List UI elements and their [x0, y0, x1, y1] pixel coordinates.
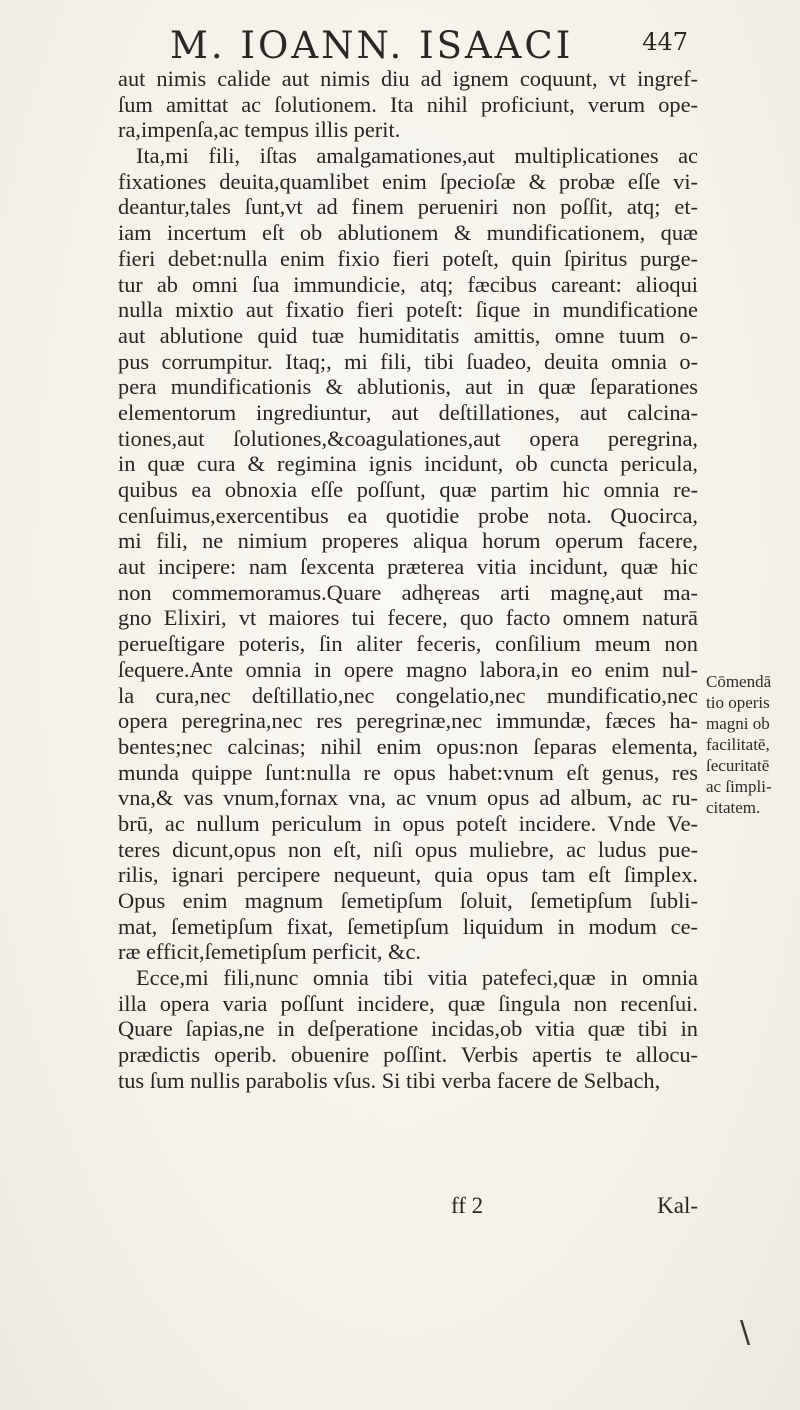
- marginal-note-line: citatem.: [706, 798, 761, 817]
- text-line: deantur,tales ſunt,vt ad finem perueniri non poſſit, atq; et-: [118, 194, 698, 220]
- text-line: gno Elixiri, vt maiores tui fecere, quo facto omnem naturā: [118, 605, 698, 631]
- catchword: Kal-: [657, 1193, 698, 1218]
- text-line: teres dicunt,opus non eſt, niſi opus muliebre, ac ludus pue-: [118, 836, 698, 862]
- text-line: tiones,aut ſolutiones,&coagulationes,aut opera peregrina,: [118, 425, 698, 451]
- text-line: ſequere.Ante omnia in opere magno labora,in eo enim nul-: [118, 656, 698, 682]
- text-line: tur ab omni ſua immundicie, atq; fæcibus careant: alioqui: [118, 271, 698, 297]
- text-line: cenſuimus,exercentibus ea quotidie probe nota. Quocirca,: [118, 502, 698, 528]
- marginal-note-line: facilitatē,: [706, 735, 770, 754]
- text-line: bentes;nec calcinas; nihil enim opus:non ſeparas elementa,: [118, 733, 698, 759]
- text-line: pera mundificationis & ablutionis, aut in quæ ſeparationes: [118, 374, 698, 400]
- text-line: ſum amittat ac ſolutionem. Ita nihil proficiunt, verum ope-: [118, 91, 698, 117]
- text-line: Quare ſapias,ne in deſperatione incidas,ob vitia quæ tibi in: [118, 1016, 698, 1042]
- text-line: Opus enim magnum ſemetipſum ſoluit, ſemetipſum ſubli-: [118, 888, 698, 913]
- text-line: in quæ cura & regimina ignis incidunt, ob cuncta pericula,: [118, 451, 698, 477]
- marginal-note-line: ac ſimpli-: [706, 777, 772, 796]
- text-line: la cura,nec deſtillatio,nec congelatio,nec mundificatio,nec: [118, 682, 698, 708]
- signature-mark: ff 2: [451, 1193, 484, 1218]
- text-line: quibus ea obnoxia eſſe poſſunt, quæ partim hic omnia re-: [118, 477, 698, 502]
- text-line: fieri debet:nulla enim fixio fieri poteſt, quin ſpiritus purge-: [118, 245, 698, 271]
- marginal-note: [706, 671, 798, 818]
- text-line: rilis, ignari percipere nequeunt, quia opus tam eſt ſimplex.: [118, 862, 698, 888]
- text-line: mi fili, ne nimium properes aliqua horum operum facere,: [118, 528, 698, 554]
- text-line: prædictis operib. obuenire poſſint. Verbis apertis te allocu-: [118, 1042, 698, 1068]
- text-line: ra,impenſa,ac tempus illis perit.: [118, 117, 401, 143]
- page-number: 447: [642, 28, 688, 56]
- text-line: fixationes deuita,quamlibet enim ſpecioſæ & probæ eſſe vi-: [118, 168, 698, 194]
- text-line: mat, ſemetipſum fixat, ſemetipſum liquidum in modum ce-: [118, 913, 698, 939]
- text-line: Ecce,mi fili,nunc omnia tibi vitia patefeci,quæ in omnia: [136, 965, 698, 991]
- marginal-note-line: Cōmendā: [706, 672, 772, 691]
- marginal-note-line: ſecuritatē: [706, 756, 770, 775]
- text-line: aut ablutione quid tuæ humiditatis amittis, omne tuum o-: [118, 322, 698, 348]
- text-line: elementorum ingrediuntur, aut deſtillationes, aut calcina-: [118, 399, 698, 425]
- text-line: brū, ac nullum periculum in opus poteſt incidere. Vnde Ve-: [118, 810, 698, 836]
- text-line: aut incipere: nam ſexcenta præterea vitia incidunt, quæ hic: [118, 554, 698, 580]
- running-head: M. IOANN. ISAACI: [170, 24, 574, 67]
- text-line: pus corrumpitur. Itaq;, mi fili, tibi ſuadeo, deuita omnia o-: [118, 348, 698, 374]
- text-line: aut nimis calide aut nimis diu ad ignem coquunt, vt ingref-: [118, 66, 698, 91]
- text-line: munda quippe ſunt:nulla re opus habet:vnum eſt genus, res: [118, 759, 698, 785]
- stray-pen-mark: \: [740, 1315, 751, 1350]
- text-line: illa opera varia poſſunt incidere, quæ ſingula non recenſui.: [118, 990, 698, 1016]
- text-line: Ita,mi fili, iſtas amalgamationes,aut multiplicationes ac: [136, 143, 698, 169]
- text-line: nulla mixtio aut fixatio fieri poteſt: ſique in mundificatione: [118, 297, 698, 323]
- marginal-note-line: tio operis: [706, 693, 770, 712]
- page-footer: [118, 1193, 698, 1223]
- text-line: iam incertum eſt ob ablutionem & mundificationem, quæ: [118, 220, 698, 246]
- text-line: opera peregrina,nec res peregrinæ,nec immundæ, fæces ha-: [118, 708, 698, 734]
- text-line: ræ efficit,ſemetipſum perficit, &c.: [118, 939, 422, 965]
- marginal-note-line: magni ob: [706, 714, 770, 733]
- text-line: vna,& vas vnum,fornax vna, ac vnum opus ad album, ac ru-: [118, 785, 698, 811]
- text-line: perueſtigare poteris, ſin aliter feceris, conſilium meum non: [118, 631, 698, 657]
- main-text-block: [118, 66, 698, 1094]
- text-line: non commemoramus.Quare adhęreas arti magnę,aut ma-: [118, 579, 698, 605]
- text-line: tus ſum nullis parabolis vſus. Si tibi verba facere de Selbach,: [118, 1067, 661, 1093]
